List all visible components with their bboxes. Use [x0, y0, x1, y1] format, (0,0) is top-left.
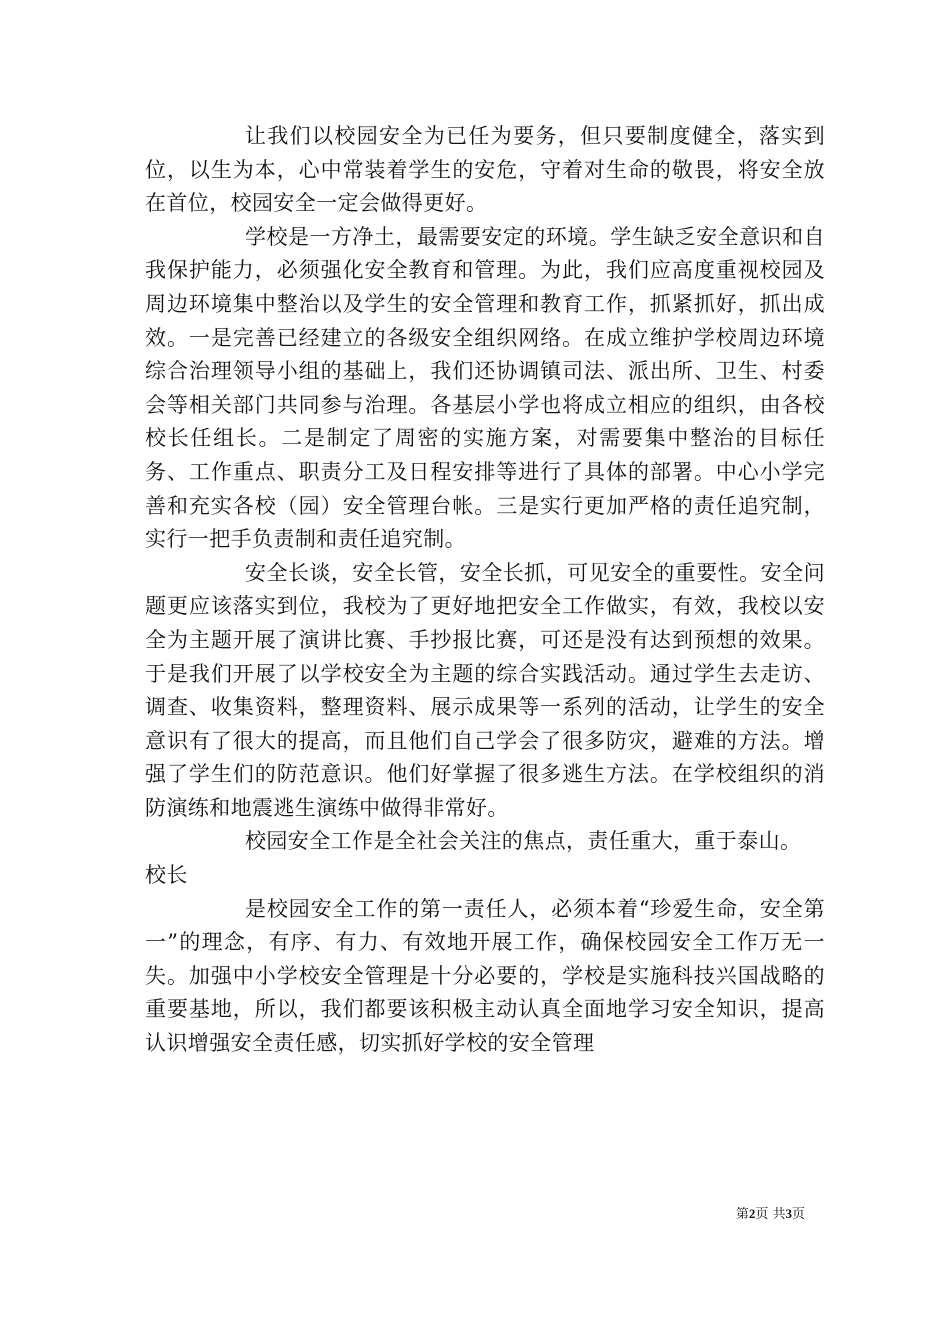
- footer-prefix: 第: [735, 1207, 749, 1222]
- paragraph-2: 学校是一方净土，最需要安定的环境。学生缺乏安全意识和自我保护能力，必须强化安全教育和管理。为此，我们应高度重视校园及周边环境集中整治以及学生的安全管理和教育工作，抓紧抓好，抓出成效。一是完善已经建立的各级安全组织网络。在成立维护学校周边环境综合治理领导小组的基础上，我们还协调镇司法、派出所、卫生、村委会等相关部门共同参与治理。各基层小学也将成立相应的组织，由各校校长任组长。二是制定了周密的实施方案，对需要集中整治的目标任务、工作重点、职责分工及日程安排等进行了具体的部署。中心小学完善和充实各校（园）安全管理台帐。三是实行更加严格的责任追究制，实行一把手负责制和责任追究制。: [145, 224, 825, 552]
- paragraph-6: 是校园安全工作的第一责任人，必须本着“珍爱生命，安全第一”的理念，有序、有力、有效地开展工作，确保校园安全工作万无一失。加强中小学校安全管理是十分必要的，学校是实施科技兴国战略的重要基地，所以，我们都要该积极主动认真全面地学习安全知识，提高认识增强安全责任感，切实抓好学校的安全管理: [145, 896, 825, 1056]
- paragraph-4: 校园安全工作是全社会关注的焦点，责任重大，重于泰山。: [245, 829, 802, 854]
- paragraph-3: 安全长谈，安全长管，安全长抓，可见安全的重要性。安全问题更应该落实到位，我校为了更好地把安全工作做实，有效，我校以安全为主题开展了演讲比赛、手抄报比赛，可还是没有达到预想的效果。于是我们开展了以学校安全为主题的综合实践活动。通过学生去走访、调查、收集资料，整理资料、展示成果等一系列的活动，让学生的安全意识有了很大的提高，而且他们自己学会了很多防灾，避难的方法。增强了学生们的防范意识。他们好掌握了很多逃生方法。在学校组织的消防演练和地震逃生演练中做得非常好。: [145, 560, 825, 820]
- page-footer: [736, 1205, 805, 1224]
- footer-current-page: 2: [748, 1206, 756, 1221]
- footer-middle: 页 共: [755, 1207, 786, 1222]
- paragraph-1: 让我们以校园安全为已任为要务，但只要制度健全，落实到位，以生为本，心中常装着学生的安危，守着对生命的敬畏，将安全放在首位，校园安全一定会做得更好。: [145, 124, 825, 216]
- footer-total-pages: 3: [785, 1206, 792, 1221]
- paragraph-5: 校长: [145, 863, 188, 888]
- body-text: [145, 120, 825, 1061]
- footer-suffix: 页: [791, 1207, 805, 1222]
